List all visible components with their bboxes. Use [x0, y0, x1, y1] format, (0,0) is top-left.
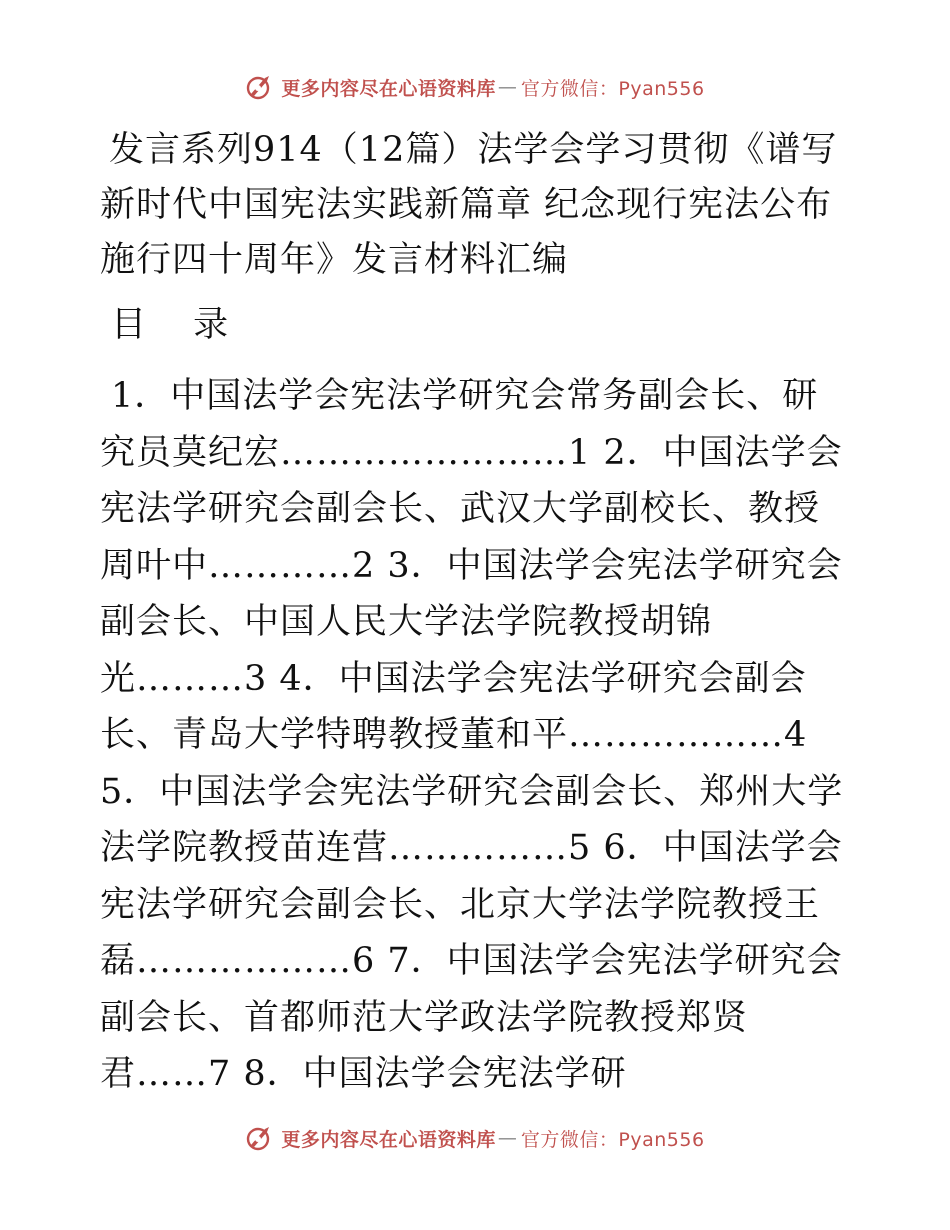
- watermark-wechat-text: 官方微信：Pyan556: [520, 77, 705, 100]
- toc-heading: 目 录: [111, 305, 247, 345]
- watermark-separator: —: [497, 76, 517, 98]
- footer-watermark: [0, 1123, 950, 1153]
- toc-body: 1．中国法学会宪法学研究会常务副会长、研究员莫纪宏……………………1 2．中国法学会宪法学研究会副会长、武汉大学副校长、教授周叶中…………2 3．中国法学会宪法学研究会副会长、中国人民大学法学院教授胡锦光………3 4．中国法学会宪法学研究会副会长、青岛大学特聘教授董和平………………4 5．中国法学会宪法学研究会副会长、郑州大学法学院教授苗连营……………5 6．中国法学会宪法学研究会副会长、北京大学法学院教授王磊………………6 7．中国法学会宪法学研究会副会长、首都师范大学政法学院教授郑贤君……7 8．中国法学会宪法学研: [100, 376, 844, 1094]
- brush-logo-icon: [245, 72, 275, 102]
- brush-logo-icon: [245, 1123, 275, 1153]
- watermark-wechat-text: 官方微信：Pyan556: [520, 1128, 705, 1151]
- watermark-main-text: 更多内容尽在心语资料库: [281, 1128, 496, 1151]
- header-watermark: [0, 72, 950, 102]
- document-title: 发言系列914（12篇）法学会学习贯彻《谱写新时代中国宪法实践新篇章 纪念现行宪法公布施行四十周年》发言材料汇编: [100, 130, 838, 280]
- document-content: [100, 123, 852, 1103]
- watermark-separator: —: [497, 1127, 517, 1149]
- watermark-main-text: 更多内容尽在心语资料库: [281, 77, 496, 100]
